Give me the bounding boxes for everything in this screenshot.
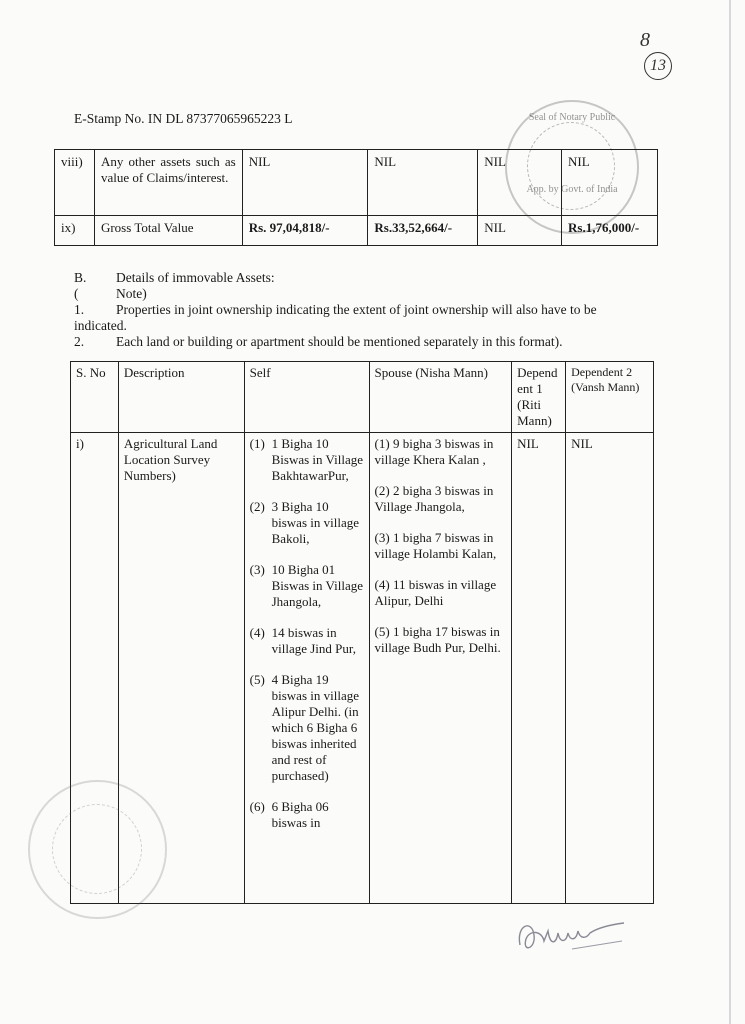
note-item-text: Each land or building or apartment should be mentioned separately in this format). bbox=[116, 334, 563, 349]
movable-assets-table bbox=[54, 149, 658, 246]
dep2-cell: Rs.1,76,000/- bbox=[562, 216, 658, 246]
header-dependent-1: Depend ent 1 (Riti Mann) bbox=[512, 362, 566, 433]
immovable-assets-section bbox=[74, 270, 634, 350]
header-self: Self bbox=[244, 362, 369, 433]
note-item-number: 1. bbox=[74, 302, 85, 317]
dep2-cell: NIL bbox=[566, 433, 654, 904]
header-sno: S. No bbox=[71, 362, 119, 433]
description-cell: Agricultural Land Location Survey Numbers) bbox=[118, 433, 244, 904]
page-number-bottom: 13 bbox=[644, 52, 672, 80]
note-item-number: 2. bbox=[74, 334, 85, 349]
estamp-number: E-Stamp No. IN DL 87377065965223 L bbox=[74, 111, 293, 126]
item-text: 14 biswas in village Jind Pur, bbox=[271, 625, 356, 656]
note-item-1-continued: indicated. bbox=[74, 318, 127, 333]
section-title: Details of immovable Assets: bbox=[116, 270, 275, 285]
self-cell bbox=[244, 433, 369, 904]
header-description: Description bbox=[118, 362, 244, 433]
item-number: (1) bbox=[249, 436, 265, 451]
notary-seal-inner-ring bbox=[52, 804, 142, 894]
list-item bbox=[250, 625, 364, 657]
item-number: (2) bbox=[249, 499, 265, 514]
page-number-top: 8 bbox=[640, 29, 650, 51]
item-number: (5) bbox=[249, 672, 265, 687]
spouse-cell bbox=[369, 433, 512, 904]
note-item-2 bbox=[74, 334, 634, 350]
sno-cell: i) bbox=[71, 433, 119, 904]
list-item bbox=[250, 672, 364, 784]
note-open: ( bbox=[74, 286, 79, 301]
item-text: 10 Bigha 01 Biswas in Village Jhangola, bbox=[271, 562, 364, 609]
spouse-cell: Rs.33,52,664/- bbox=[368, 216, 478, 246]
spouse-property-list bbox=[375, 436, 507, 656]
self-property-list bbox=[250, 436, 364, 831]
list-item bbox=[250, 799, 364, 831]
dep2-cell: NIL bbox=[562, 150, 658, 216]
sno-cell: viii) bbox=[55, 150, 95, 216]
table-row bbox=[55, 216, 658, 246]
self-cell: NIL bbox=[242, 150, 368, 216]
item-number: (3) bbox=[249, 562, 265, 577]
list-item: (4) 11 biswas in village Alipur, Delhi bbox=[374, 577, 497, 608]
list-item: (5) 1 bigha 17 biswas in village Budh Pur, Delhi. bbox=[374, 624, 501, 655]
dep1-cell: NIL bbox=[478, 150, 562, 216]
header-dependent-2: Dependent 2 (Vansh Mann) bbox=[566, 362, 654, 433]
list-item: (2) 2 bigha 3 biswas in Village Jhangola, bbox=[374, 483, 494, 514]
section-heading bbox=[74, 270, 634, 286]
sno-cell: ix) bbox=[55, 216, 95, 246]
section-label: B. bbox=[74, 270, 87, 285]
signature-scribble bbox=[512, 905, 632, 965]
item-text: 6 Bigha 06 biswas in bbox=[271, 799, 329, 830]
self-cell: Rs. 97,04,818/- bbox=[242, 216, 368, 246]
item-text: 3 Bigha 10 biswas in village Bakoli, bbox=[271, 499, 360, 546]
notary-seal-text: Seal of Notary Public bbox=[528, 112, 616, 123]
page-edge bbox=[729, 0, 731, 1024]
notary-seal-bottom bbox=[28, 780, 167, 919]
item-number: (4) bbox=[249, 625, 265, 640]
list-item bbox=[250, 436, 364, 484]
list-item bbox=[250, 499, 364, 547]
note-item-1 bbox=[74, 302, 634, 318]
table-row bbox=[55, 150, 658, 216]
description-cell: Gross Total Value bbox=[94, 216, 242, 246]
list-item: (3) 1 bigha 7 biswas in village Holambi Kalan, bbox=[374, 530, 497, 561]
item-text: 1 Bigha 10 Biswas in Village BakhtawarPur, bbox=[271, 436, 364, 483]
note-line bbox=[74, 286, 634, 302]
note-label: Note) bbox=[116, 286, 147, 301]
list-item: (1) 9 bigha 3 biswas in village Khera Kalan , bbox=[374, 436, 494, 467]
item-number: (6) bbox=[249, 799, 265, 814]
notary-seal-subtext: App. by Govt. of India bbox=[526, 184, 618, 195]
note-item-text: Properties in joint ownership indicating the extent of joint ownership will also have to be bbox=[116, 302, 597, 317]
header-spouse: Spouse (Nisha Mann) bbox=[369, 362, 512, 433]
item-text: 4 Bigha 19 biswas in village Alipur Delhi. (in which 6 Bigha 6 biswas inherited and rest of purchased) bbox=[271, 672, 360, 783]
dep1-cell: NIL bbox=[478, 216, 562, 246]
page-number bbox=[640, 30, 672, 80]
description-cell: Any other assets such as value of Claims/interest. bbox=[94, 150, 242, 216]
list-item bbox=[250, 562, 364, 610]
spouse-cell: NIL bbox=[368, 150, 478, 216]
dep1-cell: NIL bbox=[512, 433, 566, 904]
table-header-row bbox=[71, 362, 654, 433]
